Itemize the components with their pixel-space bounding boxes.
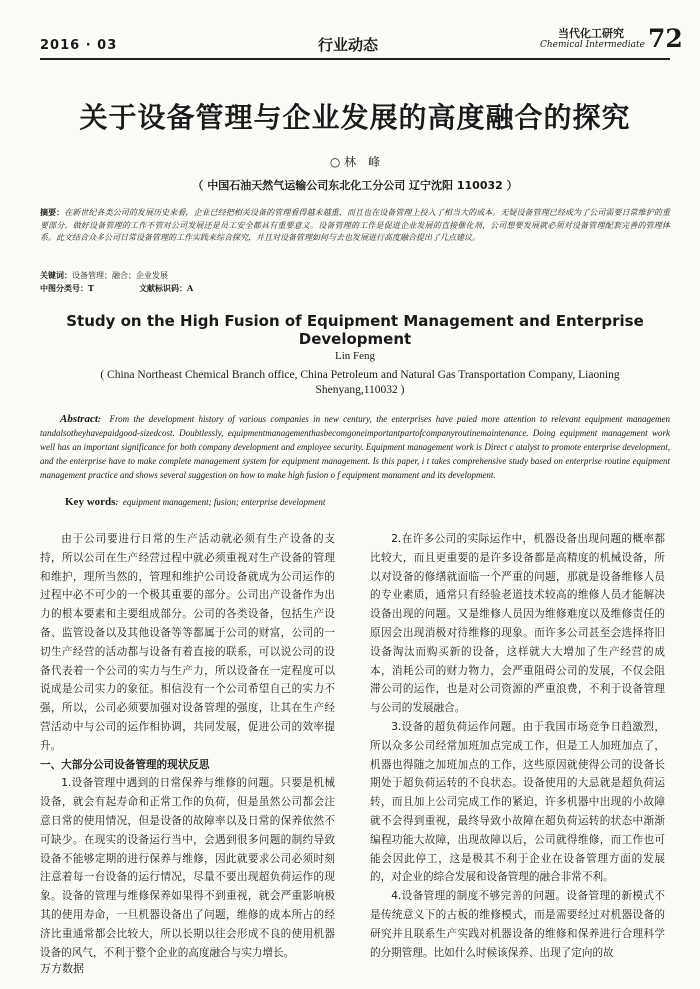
doc-code-label: 文献标识码： [139,283,188,293]
paper-title-cn: 关于设备管理与企业发展的高度融合的探究 [79,101,631,134]
footer-watermark: 万方数据 [40,962,84,975]
author-en: Lin Feng [334,350,376,362]
page-number: 72 [648,24,683,53]
abstract-cn-label: 摘要： [40,207,65,217]
body-paragraph: 4.设备管理的制度不够完善的问题。设备管理的新模式不是传统意义下的古板的维修模式，而是需要经过对机器设备的研究并且联系生产实践对机器设备的维修和保养进行合理科学的分期管理。比如什么时候该保养、出现了定向的故 [370,890,665,959]
abstract-en-label: Abstract [60,413,98,425]
author-cn: ○ 林 峰 [329,155,381,169]
abstract-cn [40,206,670,245]
doc-code-value: A [187,283,194,293]
body-paragraph: 1.设备管理中遇到的日常保养与维修的问题。只要是机械设备，就会有起寿命和正常工作的负荷，但是虽然公司都会注意日常的使用情况，但是设备的故障率以及日常的保养依然不可缺少。在现实的设备运行当中，会遇到很多问题的制约导致设备不能够定期的进行保养与维修，因此就要求公司必须时刻注意着每一台设备的运行情况，尽量不要出现超负荷运作的现象。设备的管理与维修保养如果得不到重视，就会严重影响极其的使用寿命，一旦机器设备出了问题，维修的成本所占的经济比重通常都会比较大，所以长期以往会形成不良的使用机器设备的风气，不利于整个企业的高度融合与实力增长。 [40,777,335,959]
classification-label: 中图分类号： [40,283,88,293]
body-column-right [370,530,665,962]
keywords-cn [40,270,168,281]
keywords-en-text: equipment management; fusion; enterprise development [122,497,326,507]
journal-name-en: Chemical Intermediate [540,40,645,50]
body-paragraph: 由于公司要进行日常的生产活动就必须有生产设备的支持，所以公司在生产经营过程中就必须重视对生产设备的管理和维护，理所当然的，管理和维护公司设备就成为公司运作的过程中必不可少的一个极其重要的部分。公司出产设备作为出力的根本要素和主要组成部分。公司的各类设备，包括生产设备、监管设备以及其他设备等等都属于公司的财富，公司的一切生产经营的活动都与设备有着直接的联系，可以说公司的设备代表着一个公司的实力与生产力，所以设备在一定程度可以说成是公司实力的象征。相信没有一个公司希望自己的实力不强，所以，公司必须要加强对设备管理的强度，让其在生产经营活动中与公司的运作相协调，共同发展，促进公司的效率提升。 [40,533,335,752]
abstract-en: Abstract: From the development history of various companies in new century, the enterprises have paied more attention to relevant equipment managemen tandalsotheyhavepaidgood-sizedcost. Doubtlessly, equipmentmanagementhasbecomgoneimportantpartofcompanyroutinemaintenance. Doing equipment management work well has an important significance for both company development and employee security. Equipment management work is Direct c atalyst to promote enterprise development, and the enterprise have to make complete management system for equipment management. Is this paper, i t takes comprehensive study based on enterprise routine equipment management practice and shows several suggestion on how to make high fusion o f equipment manament and its development. [40,413,671,480]
affiliation-cn: （ 中国石油天然气运输公司东北化工分公司 辽宁沈阳 110032 ） [192,179,518,192]
keywords-en: Key words: equipment management; fusion; enterprise development [65,496,326,508]
keywords-cn-label: 关键词： [40,270,72,280]
section-heading: 一、大部分公司设备管理的现状反思 [40,758,210,771]
paper-title-en: Study on the High Fusion of Equipment Management and Enterprise Development [66,312,644,348]
abstract-cn-text: 在新世纪各类公司的发展历史来看，企业已经把相关设备的管理看得越来越重，而且也在设备管理上投入了相当大的成本。无疑设备管理已经成为了公司需要日常维护的重要部分。做好设备管理的工作不管对公司发展还是员工安全都具有重要意义。设备管理的工作是促进企业发展的直接催化剂，公司想要发展就必须对设备管理配套完善的管理体系。此文结合众多公司日常设备管理的工作实践来综合探究，并且对设备管理如何与去也发展进行高度融合提出了几点建议。 [40,208,670,242]
body-paragraph: 3.设备的超负荷运作问题。由于我国市场竞争日趋激烈，所以众多公司经常加班加点完成工作，但是工人加班加点了，机器也得随之加班加点的工作，这些原因就使得公司的设备长期处于超负荷运转的不良状态。设备使用的大忌就是超负荷运转，而且加上公司完成工作的紧迫，许多机器中出现的小故障就不会得到重视，最终导致小故障在超负荷运转的状态中渐渐编程功能大故障，出现故障以后，公司就得维修，而工作也可能会因此停工，这是极其不利于企业在设备管理方面的发展的，对企业的综合发展和设备管理的融合非常不利。 [370,720,665,884]
classification-value: T [88,283,94,293]
keywords-cn-text: 设备管理；融合；企业发展 [72,271,168,280]
body-paragraph: 2.在许多公司的实际运作中，机器设备出现问题的概率都比较大，而且更重要的是许多设备都是高精度的机械设备，所以对设备的修缮就面临一个严重的问题，那就是设备维修人员的专业素质，通常只有经验老道技术较高的维修人员才能解决设备出现的问题。又是维修人员因为维修难度以及维修责任的原因会出现消极对待维修的现象。而许多公司甚至会选择将旧设备淘汰而购买新的设备，这样就大大增加了生产经营的成本，消耗公司的财力物力，会严重阻碍公司的发展，不仅会阻滞公司的运作，也是对公司资源的严重浪费，不利于设备管理与公司的发展融合。 [370,533,665,715]
issue-number: 2016 · 03 [40,38,118,53]
affiliation-en: ( China Northeast Chemical Branch office, China Petroleum and Natural Gas Transportation Company, Liaoning Shenyang,110032 ) [100,369,620,396]
body-column-left [40,530,335,962]
abstract-en-text: From the development history of various companies in new century, the enterprises have paied more attention to relevant equipment managemen tandalsotheyhavepaidgood-sizedcost. Doubtlessly, equipmentmanagementhasbecomgoneimportantpartofcompanyroutinemaintenance. Doing equipment management work well has an important significance for both company development and employee security. Equipment management work is Direct c atalyst to promote enterprise development, and the enterprise have to make complete management system for equipment management. Is this paper, i t takes comprehensive study based on enterprise routine equipment management practice and shows several suggestion on how to make high fusion o f equipment manament and its development. [40,414,671,480]
classification [40,283,193,294]
header-rule [40,58,670,60]
journal-name-cn: 当代化工研究 [558,27,624,40]
keywords-en-label: Key words [65,496,116,508]
column-name: 行业动态 [318,36,379,54]
